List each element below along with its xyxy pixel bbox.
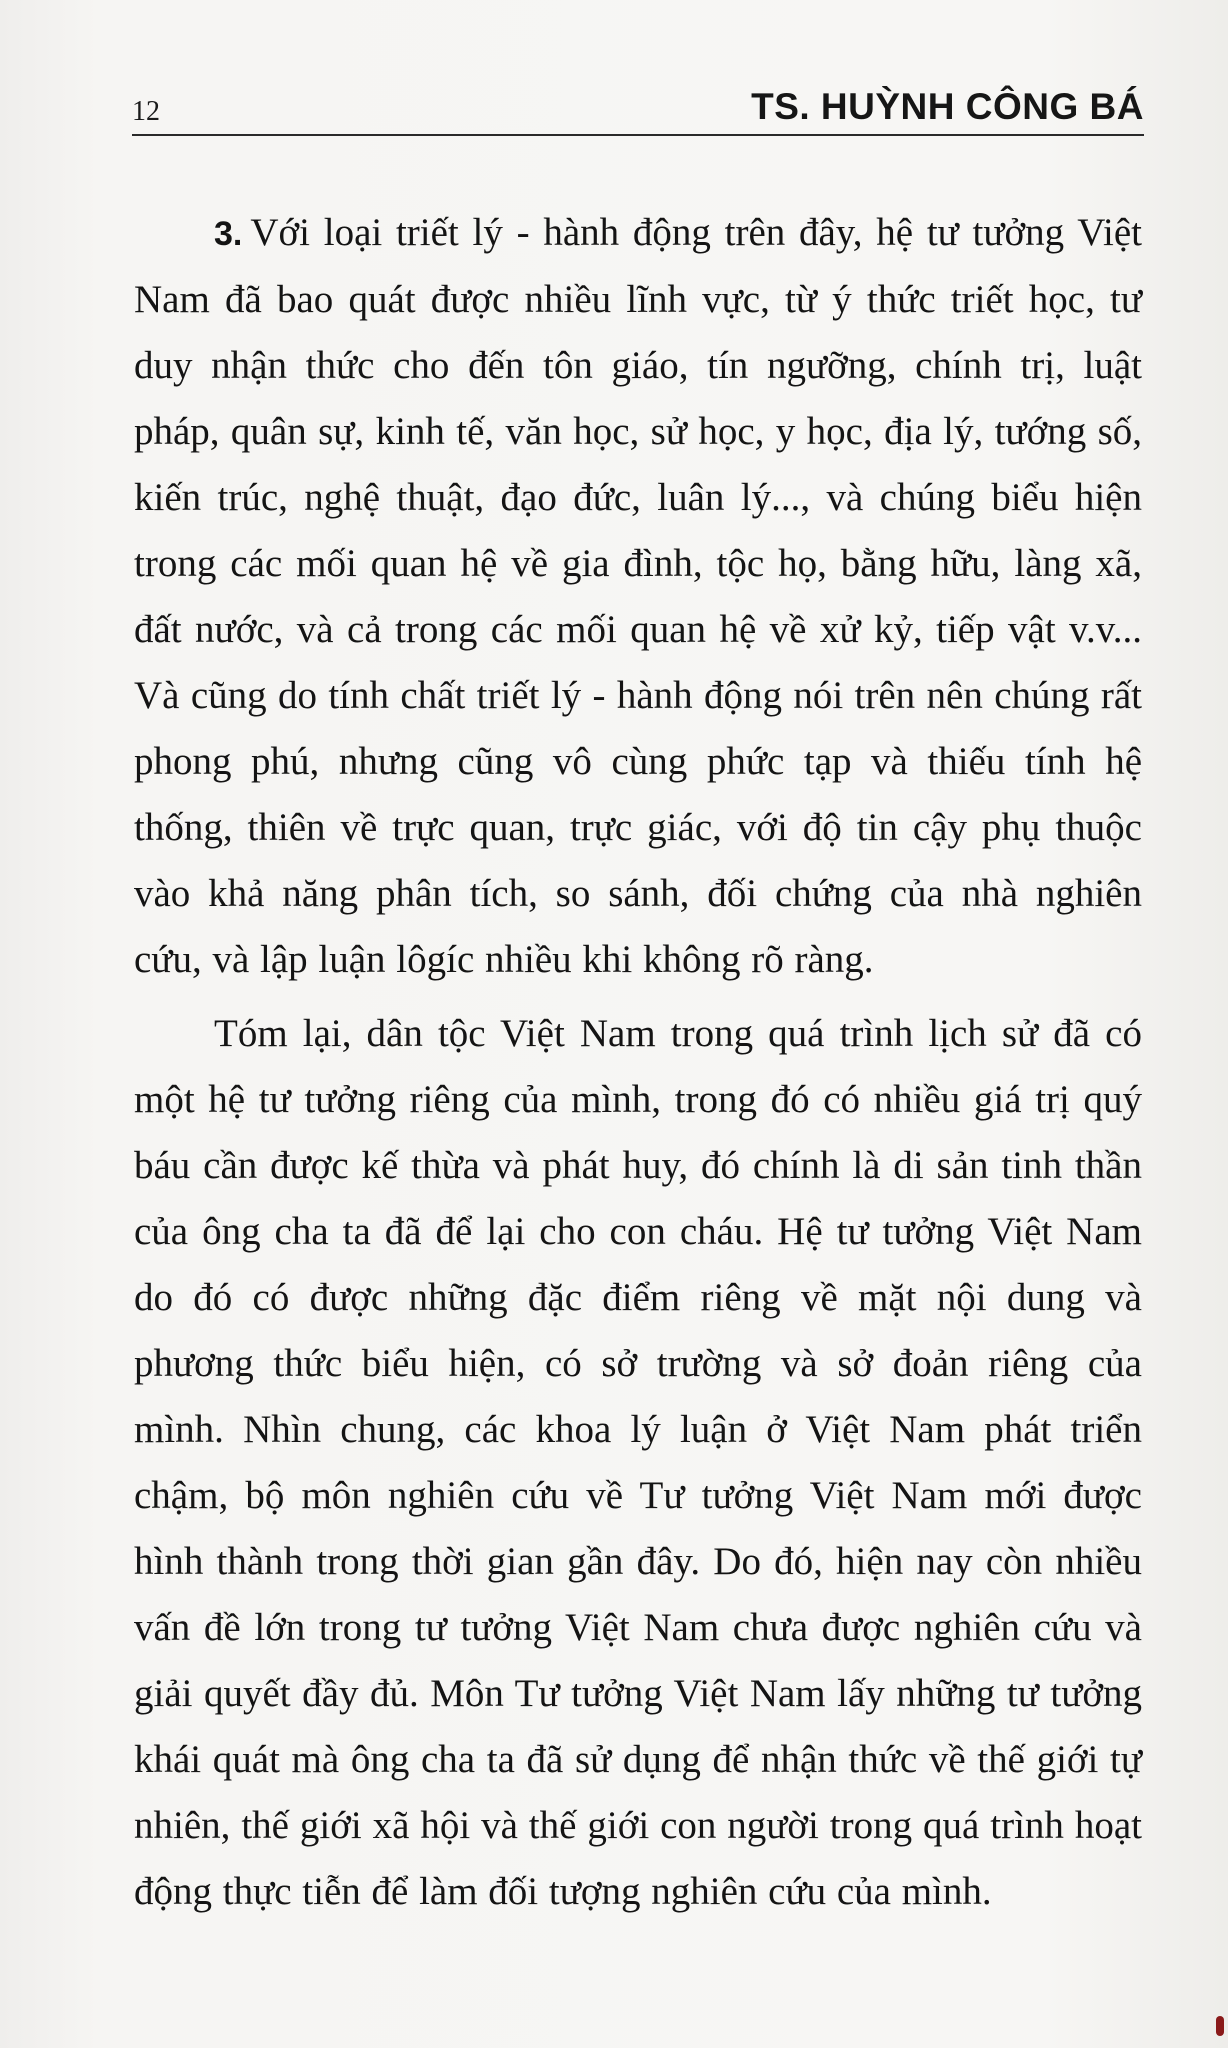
body-text (134, 200, 1142, 1925)
running-head-author: TS. HUỲNH CÔNG BÁ (751, 86, 1144, 127)
header-rule (132, 134, 1144, 136)
paragraph-3 (134, 200, 1142, 993)
page-header (132, 86, 1144, 132)
paragraph-number: 3. (214, 215, 243, 253)
page-number: 12 (132, 96, 160, 127)
paragraph-text: Tóm lại, dân tộc Việt Nam trong quá trình lịch sử đã có một hệ tư tưởng riêng của mình, trong đó có nhiều giá trị quý báu cần được kế thừa và phát huy, đó chính là di sản tinh thần của ông cha ta đã để lại cho con cháu. Hệ tư tưởng Việt Nam do đó có được những đặc điểm riêng về mặt nội dung và phương thức biểu hiện, có sở trường và sở đoản riêng của mình. Nhìn chung, các khoa lý luận ở Việt Nam phát triển chậm, bộ môn nghiên cứu về Tư tưởng Việt Nam mới được hình thành trong thời gian gần đây. Do đó, hiện nay còn nhiều vấn đề lớn trong tư tưởng Việt Nam chưa được nghiên cứu và giải quyết đầy đủ. Môn Tư tưởng Việt Nam lấy những tư tưởng khái quát mà ông cha ta đã sử dụng để nhận thức về thế giới tự nhiên, thế giới xã hội và thế giới con người trong quá trình hoạt động thực tiễn để làm đối tượng nghiên cứu của mình. (134, 1012, 1142, 1913)
page-edge-mark (1216, 2016, 1224, 2036)
paragraph-text: Với loại triết lý - hành động trên đây, hệ tư tưởng Việt Nam đã bao quát được nhiều lĩnh vực, từ ý thức triết học, tư duy nhận thức cho đến tôn giáo, tín ngưỡng, chính trị, luật pháp, quân sự, kinh tế, văn học, sử học, y học, địa lý, tướng số, kiến trúc, nghệ thuật, đạo đức, luân lý..., và chúng biểu hiện trong các mối quan hệ về gia đình, tộc họ, bằng hữu, làng xã, đất nước, và cả trong các mối quan hệ về xử kỷ, tiếp vật v.v... Và cũng do tính chất triết lý - hành động nói trên nên chúng rất phong phú, nhưng cũng vô cùng phức tạp và thiếu tính hệ thống, thiên về trực quan, trực giác, với độ tin cậy phụ thuộc vào khả năng phân tích, so sánh, đối chứng của nhà nghiên cứu, và lập luận lôgíc nhiều khi không rõ ràng. (134, 211, 1142, 981)
paragraph-summary (134, 1001, 1142, 1925)
